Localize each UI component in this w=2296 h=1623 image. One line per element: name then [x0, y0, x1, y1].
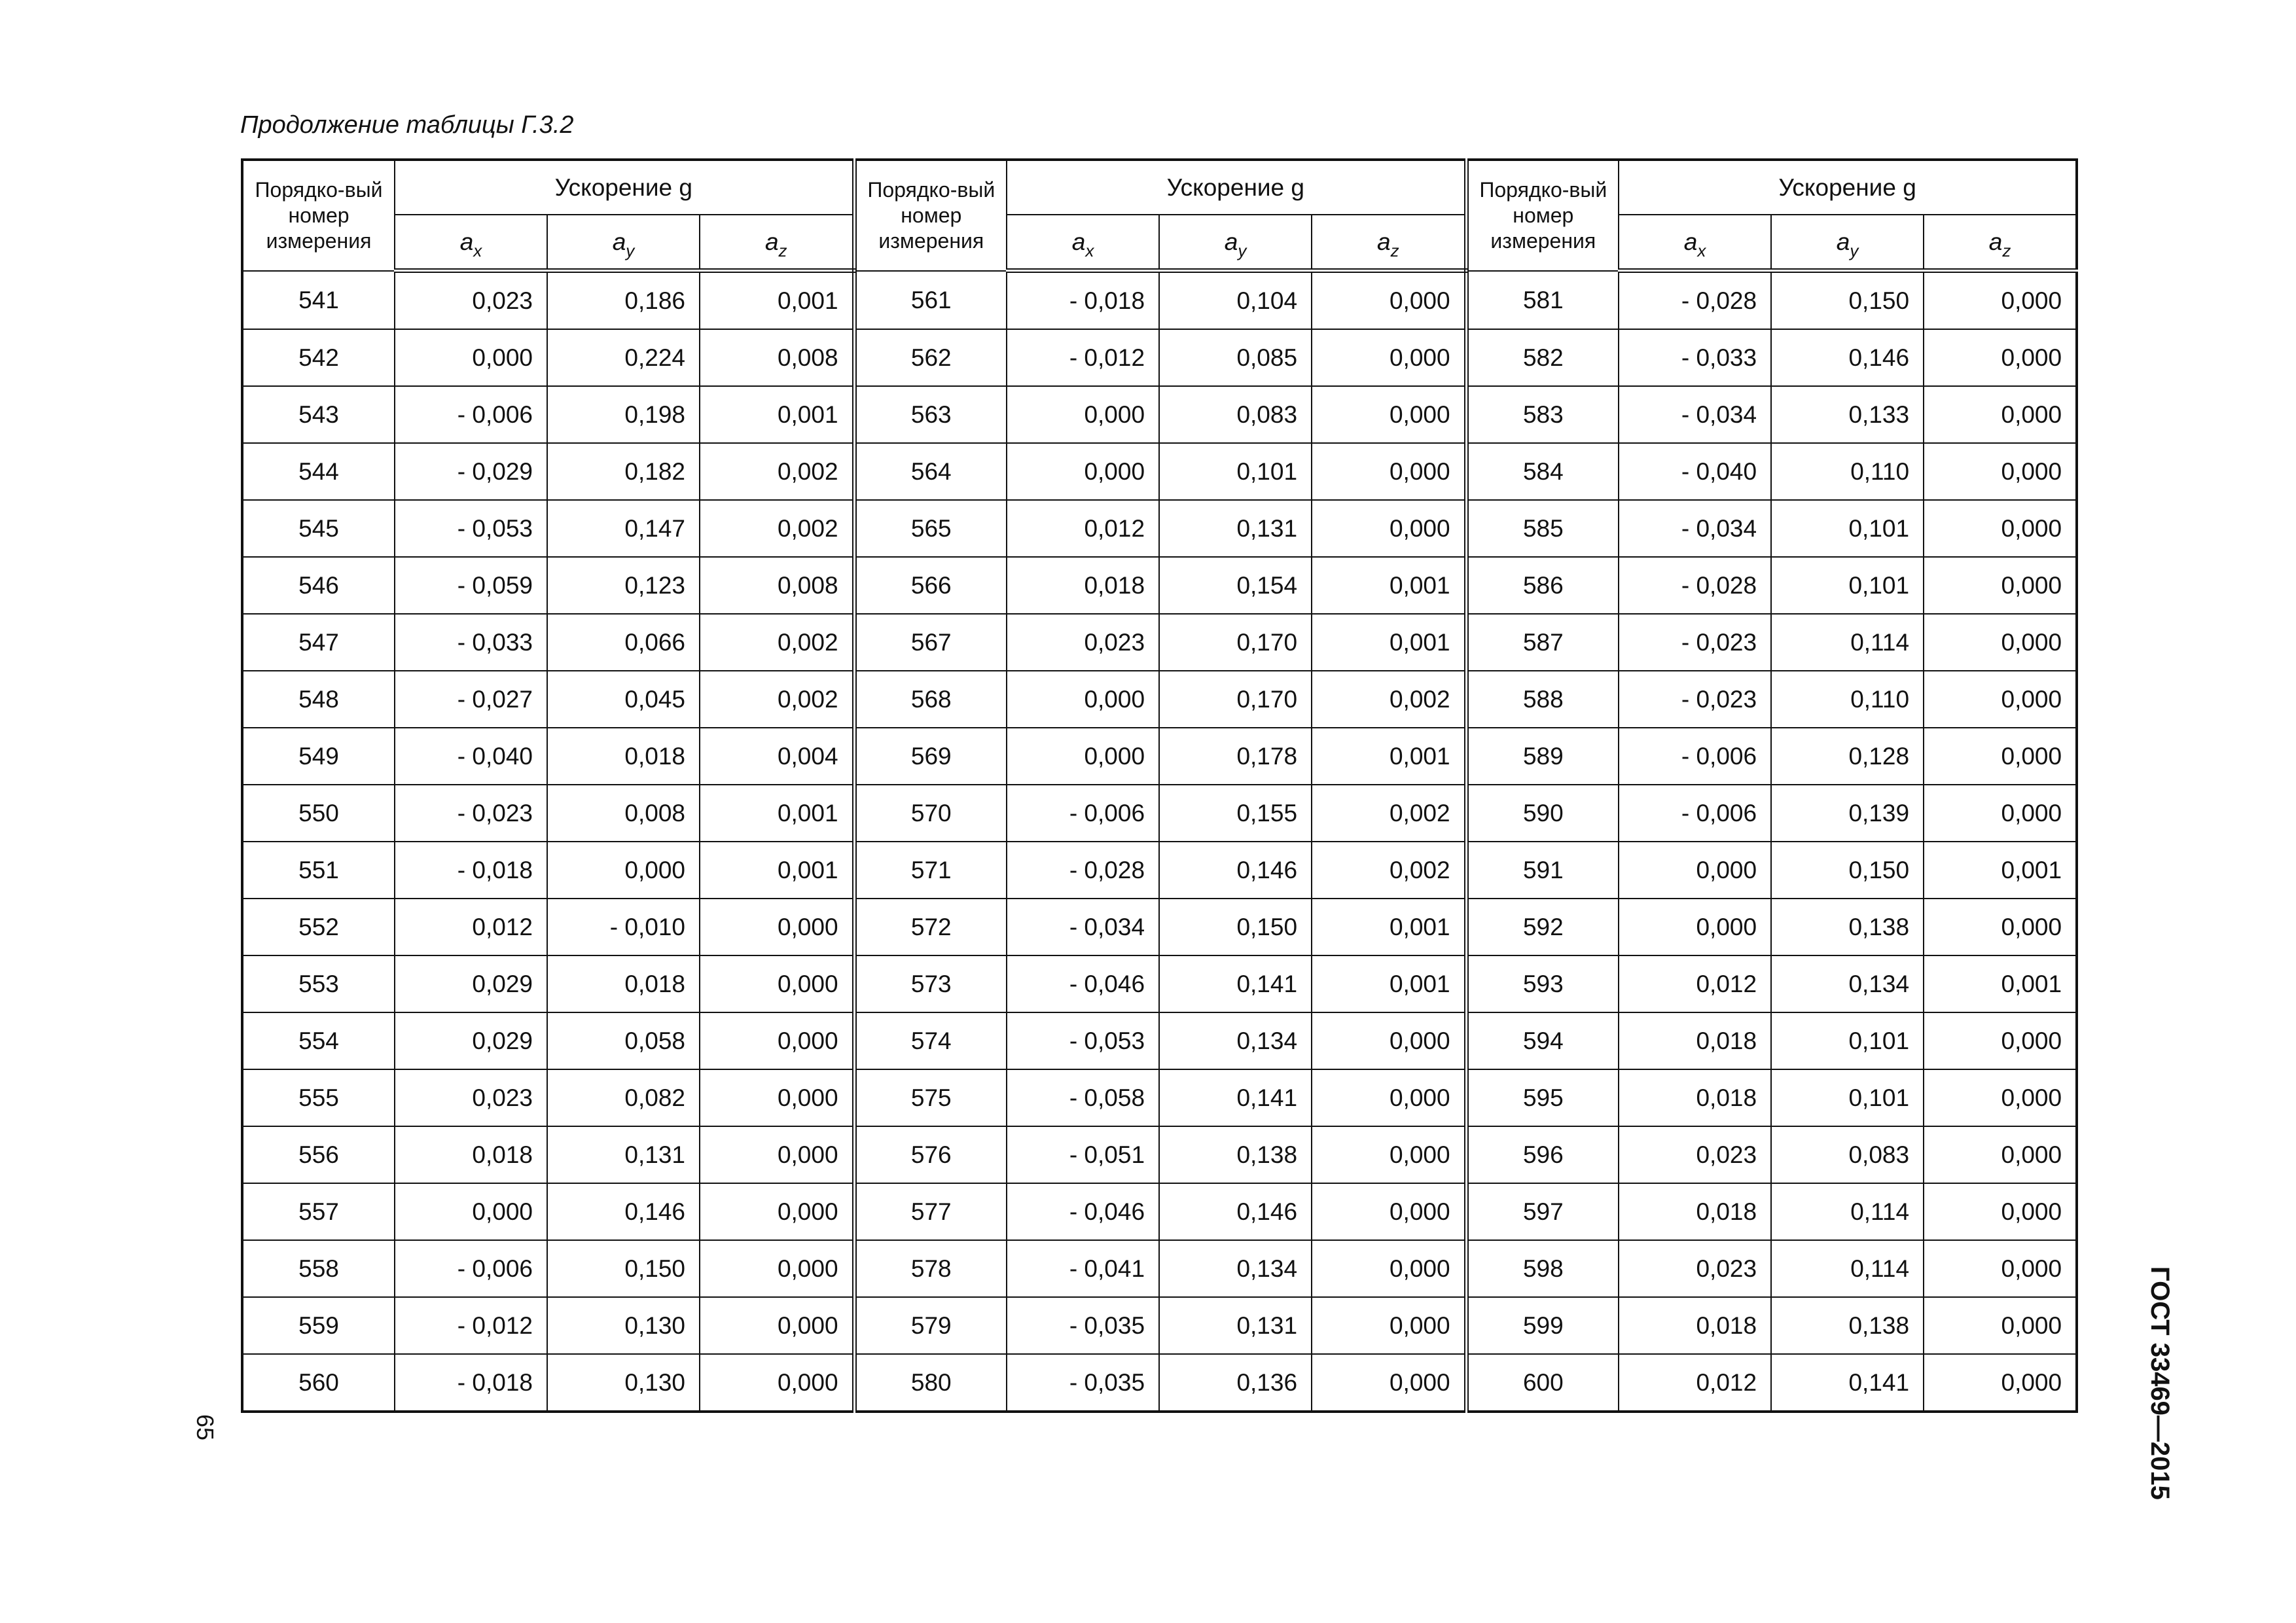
accel-x-cell: 0,000	[1619, 842, 1771, 899]
accel-z-cell: 0,000	[1312, 1354, 1466, 1412]
accel-x-cell: 0,018	[1619, 1069, 1771, 1126]
header-measurement-number: Порядко-вый номер измерения	[1466, 160, 1619, 271]
accel-z-cell: 0,000	[1924, 1012, 2077, 1069]
accel-x-cell: 0,000	[1007, 386, 1159, 443]
accel-z-cell: 0,001	[1924, 955, 2077, 1012]
axis-subscript: y	[1850, 241, 1859, 260]
header-measurement-number: Порядко-вый номер измерения	[854, 160, 1007, 271]
accel-y-cell: 0,101	[1771, 1069, 1924, 1126]
measurement-number-cell: 577	[854, 1183, 1007, 1240]
accel-x-cell: 0,023	[1007, 614, 1159, 671]
accel-z-cell: 0,001	[700, 386, 854, 443]
accel-z-cell: 0,000	[700, 1183, 854, 1240]
accel-x-cell: 0,000	[1619, 899, 1771, 955]
accel-x-cell: - 0,012	[395, 1297, 547, 1354]
accel-x-cell: 0,000	[1007, 671, 1159, 728]
measurement-number-cell: 598	[1466, 1240, 1619, 1297]
measurement-number-cell: 567	[854, 614, 1007, 671]
axis-symbol: a	[1683, 228, 1698, 255]
accel-y-cell: 0,150	[1771, 842, 1924, 899]
accel-z-cell: 0,000	[1924, 1183, 2077, 1240]
accel-x-cell: - 0,028	[1619, 557, 1771, 614]
header-axis-z	[1312, 215, 1466, 271]
header-axis-y	[1771, 215, 1924, 271]
accel-y-cell: 0,133	[1771, 386, 1924, 443]
accel-y-cell: 0,018	[547, 955, 700, 1012]
accel-z-cell: 0,000	[1924, 1240, 2077, 1297]
measurement-number-cell: 559	[242, 1297, 395, 1354]
accel-z-cell: 0,000	[700, 1240, 854, 1297]
accel-y-cell: 0,082	[547, 1069, 700, 1126]
accel-y-cell: 0,138	[1771, 1297, 1924, 1354]
measurement-number-cell: 578	[854, 1240, 1007, 1297]
axis-symbol: a	[1836, 228, 1850, 255]
measurement-number-cell: 599	[1466, 1297, 1619, 1354]
table-row	[242, 955, 2077, 1012]
accel-x-cell: - 0,046	[1007, 955, 1159, 1012]
axis-symbol: a	[1988, 228, 2003, 255]
measurement-number-cell: 582	[1466, 329, 1619, 386]
accel-y-cell: 0,131	[1159, 1297, 1312, 1354]
measurement-number-cell: 546	[242, 557, 395, 614]
measurement-number-cell: 569	[854, 728, 1007, 785]
accel-y-cell: 0,114	[1771, 1183, 1924, 1240]
accel-y-cell: 0,008	[547, 785, 700, 842]
accel-z-cell: 0,001	[1312, 557, 1466, 614]
axis-subscript: y	[626, 241, 635, 260]
measurement-number-cell: 592	[1466, 899, 1619, 955]
accel-z-cell: 0,000	[1924, 557, 2077, 614]
accel-y-cell: 0,150	[547, 1240, 700, 1297]
accel-y-cell: 0,186	[547, 271, 700, 330]
accel-y-cell: 0,128	[1771, 728, 1924, 785]
accel-x-cell: - 0,040	[395, 728, 547, 785]
table-row	[242, 614, 2077, 671]
accel-z-cell: 0,002	[1312, 842, 1466, 899]
accel-x-cell: - 0,006	[1619, 728, 1771, 785]
accel-z-cell: 0,000	[1312, 1297, 1466, 1354]
measurement-number-cell: 552	[242, 899, 395, 955]
accel-z-cell: 0,001	[1312, 728, 1466, 785]
accel-z-cell: 0,001	[700, 842, 854, 899]
accel-z-cell: 0,000	[1924, 1354, 2077, 1412]
accel-x-cell: 0,018	[395, 1126, 547, 1183]
accel-z-cell: 0,008	[700, 557, 854, 614]
accel-z-cell: 0,000	[1312, 500, 1466, 557]
measurement-number-cell: 548	[242, 671, 395, 728]
table-row	[242, 500, 2077, 557]
accel-z-cell: 0,000	[1924, 899, 2077, 955]
axis-subscript: z	[778, 241, 787, 260]
page-number: 65	[192, 1414, 219, 1441]
accel-x-cell: - 0,027	[395, 671, 547, 728]
accel-y-cell: 0,018	[547, 728, 700, 785]
accel-z-cell: 0,000	[700, 899, 854, 955]
accel-y-cell: 0,146	[547, 1183, 700, 1240]
accel-x-cell: - 0,018	[395, 842, 547, 899]
accel-z-cell: 0,000	[1924, 443, 2077, 500]
accel-y-cell: 0,182	[547, 443, 700, 500]
accel-y-cell: 0,155	[1159, 785, 1312, 842]
accel-x-cell: 0,029	[395, 955, 547, 1012]
accel-x-cell: - 0,059	[395, 557, 547, 614]
measurement-number-cell: 544	[242, 443, 395, 500]
accel-y-cell: 0,101	[1771, 557, 1924, 614]
measurement-number-cell: 541	[242, 271, 395, 330]
measurement-number-cell: 553	[242, 955, 395, 1012]
measurement-number-cell: 572	[854, 899, 1007, 955]
accel-y-cell: 0,058	[547, 1012, 700, 1069]
accel-x-cell: 0,000	[1007, 728, 1159, 785]
accel-y-cell: 0,101	[1771, 500, 1924, 557]
accel-y-cell: 0,083	[1159, 386, 1312, 443]
accel-x-cell: 0,018	[1619, 1297, 1771, 1354]
accel-y-cell: 0,134	[1159, 1240, 1312, 1297]
accel-z-cell: 0,001	[1312, 899, 1466, 955]
accel-x-cell: - 0,040	[1619, 443, 1771, 500]
accel-y-cell: 0,178	[1159, 728, 1312, 785]
accel-z-cell: 0,000	[1312, 1183, 1466, 1240]
accel-x-cell: - 0,034	[1619, 500, 1771, 557]
measurement-number-cell: 566	[854, 557, 1007, 614]
accel-x-cell: - 0,058	[1007, 1069, 1159, 1126]
table-row	[242, 1183, 2077, 1240]
measurement-number-cell: 597	[1466, 1183, 1619, 1240]
accel-y-cell: 0,198	[547, 386, 700, 443]
table-row	[242, 386, 2077, 443]
measurement-number-cell: 558	[242, 1240, 395, 1297]
accel-y-cell: 0,139	[1771, 785, 1924, 842]
accel-x-cell: 0,018	[1007, 557, 1159, 614]
axis-symbol: a	[612, 228, 626, 255]
measurement-number-cell: 564	[854, 443, 1007, 500]
accel-z-cell: 0,001	[1924, 842, 2077, 899]
measurement-number-cell: 550	[242, 785, 395, 842]
accel-z-cell: 0,000	[1312, 329, 1466, 386]
accel-x-cell: - 0,029	[395, 443, 547, 500]
accel-y-cell: 0,131	[547, 1126, 700, 1183]
accel-z-cell: 0,000	[1924, 329, 2077, 386]
accel-y-cell: 0,141	[1771, 1354, 1924, 1412]
accel-y-cell: 0,134	[1771, 955, 1924, 1012]
table-row	[242, 1069, 2077, 1126]
accel-z-cell: 0,000	[1312, 1240, 1466, 1297]
measurement-number-cell: 554	[242, 1012, 395, 1069]
header-measurement-number: Порядко-вый номер измерения	[242, 160, 395, 271]
accel-x-cell: 0,023	[1619, 1240, 1771, 1297]
accel-x-cell: 0,023	[395, 271, 547, 330]
accel-z-cell: 0,002	[700, 614, 854, 671]
accel-z-cell: 0,000	[1924, 1297, 2077, 1354]
header-axis-x	[1619, 215, 1771, 271]
accel-x-cell: - 0,023	[395, 785, 547, 842]
accel-y-cell: 0,147	[547, 500, 700, 557]
accel-x-cell: 0,012	[1619, 955, 1771, 1012]
accel-z-cell: 0,002	[1312, 671, 1466, 728]
accel-z-cell: 0,004	[700, 728, 854, 785]
header-axis-z	[700, 215, 854, 271]
measurement-number-cell: 593	[1466, 955, 1619, 1012]
accel-x-cell: - 0,053	[395, 500, 547, 557]
measurement-number-cell: 575	[854, 1069, 1007, 1126]
accel-x-cell: - 0,028	[1619, 271, 1771, 330]
accel-y-cell: 0,114	[1771, 1240, 1924, 1297]
accel-y-cell: 0,131	[1159, 500, 1312, 557]
header-axis-x	[395, 215, 547, 271]
accel-x-cell: - 0,023	[1619, 671, 1771, 728]
accel-z-cell: 0,000	[700, 1012, 854, 1069]
accel-x-cell: - 0,033	[395, 614, 547, 671]
table-row	[242, 1126, 2077, 1183]
accel-x-cell: 0,000	[395, 329, 547, 386]
measurement-number-cell: 600	[1466, 1354, 1619, 1412]
accel-x-cell: - 0,035	[1007, 1354, 1159, 1412]
measurement-number-cell: 591	[1466, 842, 1619, 899]
measurement-number-cell: 571	[854, 842, 1007, 899]
accel-z-cell: 0,002	[1312, 785, 1466, 842]
accel-x-cell: - 0,041	[1007, 1240, 1159, 1297]
accel-x-cell: 0,000	[395, 1183, 547, 1240]
axis-subscript: y	[1238, 241, 1247, 260]
measurement-number-cell: 583	[1466, 386, 1619, 443]
measurement-number-cell: 542	[242, 329, 395, 386]
accel-x-cell: 0,000	[1007, 443, 1159, 500]
accel-z-cell: 0,000	[1924, 1069, 2077, 1126]
measurement-number-cell: 596	[1466, 1126, 1619, 1183]
measurement-number-cell: 557	[242, 1183, 395, 1240]
measurement-number-cell: 556	[242, 1126, 395, 1183]
accel-y-cell: 0,146	[1159, 842, 1312, 899]
measurement-number-cell: 580	[854, 1354, 1007, 1412]
table-row	[242, 443, 2077, 500]
axis-symbol: a	[1071, 228, 1086, 255]
accel-x-cell: - 0,046	[1007, 1183, 1159, 1240]
accel-y-cell: 0,104	[1159, 271, 1312, 330]
accel-z-cell: 0,002	[700, 443, 854, 500]
axis-symbol: a	[459, 228, 474, 255]
accel-y-cell: 0,045	[547, 671, 700, 728]
accel-y-cell: 0,136	[1159, 1354, 1312, 1412]
accel-z-cell: 0,000	[1924, 500, 2077, 557]
accel-x-cell: - 0,006	[1619, 785, 1771, 842]
accel-y-cell: 0,170	[1159, 614, 1312, 671]
accel-x-cell: 0,023	[1619, 1126, 1771, 1183]
accel-y-cell: 0,110	[1771, 443, 1924, 500]
header-axis-y	[1159, 215, 1312, 271]
table-row	[242, 899, 2077, 955]
table-row	[242, 1297, 2077, 1354]
accel-y-cell: 0,224	[547, 329, 700, 386]
accel-y-cell: 0,150	[1771, 271, 1924, 330]
measurement-number-cell: 587	[1466, 614, 1619, 671]
header-axis-z	[1924, 215, 2077, 271]
measurement-number-cell: 590	[1466, 785, 1619, 842]
accel-y-cell: 0,130	[547, 1354, 700, 1412]
axis-subscript: x	[473, 241, 482, 260]
accel-x-cell: - 0,033	[1619, 329, 1771, 386]
measurement-number-cell: 585	[1466, 500, 1619, 557]
table-row	[242, 557, 2077, 614]
accel-y-cell: 0,114	[1771, 614, 1924, 671]
accel-x-cell: - 0,006	[395, 386, 547, 443]
measurement-number-cell: 594	[1466, 1012, 1619, 1069]
accel-y-cell: 0,130	[547, 1297, 700, 1354]
measurement-number-cell: 547	[242, 614, 395, 671]
accel-x-cell: - 0,018	[1007, 271, 1159, 330]
measurement-number-cell: 562	[854, 329, 1007, 386]
axis-subscript: z	[2002, 241, 2011, 260]
accel-z-cell: 0,000	[1924, 728, 2077, 785]
measurement-number-cell: 570	[854, 785, 1007, 842]
measurement-number-cell: 574	[854, 1012, 1007, 1069]
table-row	[242, 1354, 2077, 1412]
accel-y-cell: 0,170	[1159, 671, 1312, 728]
measurement-number-cell: 584	[1466, 443, 1619, 500]
accel-x-cell: - 0,028	[1007, 842, 1159, 899]
accel-z-cell: 0,000	[1924, 614, 2077, 671]
accel-z-cell: 0,000	[1312, 443, 1466, 500]
table-row	[242, 1240, 2077, 1297]
measurement-number-cell: 565	[854, 500, 1007, 557]
accel-y-cell: 0,000	[547, 842, 700, 899]
accel-x-cell: - 0,006	[1007, 785, 1159, 842]
table-row	[242, 329, 2077, 386]
measurement-number-cell: 579	[854, 1297, 1007, 1354]
measurement-number-cell: 589	[1466, 728, 1619, 785]
accel-x-cell: - 0,006	[395, 1240, 547, 1297]
accel-z-cell: 0,000	[1924, 1126, 2077, 1183]
accel-z-cell: 0,001	[1312, 955, 1466, 1012]
accel-x-cell: - 0,053	[1007, 1012, 1159, 1069]
accel-x-cell: 0,012	[1007, 500, 1159, 557]
accel-y-cell: 0,083	[1771, 1126, 1924, 1183]
accel-z-cell: 0,000	[1312, 1126, 1466, 1183]
accel-x-cell: - 0,023	[1619, 614, 1771, 671]
measurement-number-cell: 563	[854, 386, 1007, 443]
accel-x-cell: - 0,018	[395, 1354, 547, 1412]
accel-y-cell: 0,066	[547, 614, 700, 671]
measurement-number-cell: 573	[854, 955, 1007, 1012]
accel-y-cell: 0,150	[1159, 899, 1312, 955]
accel-z-cell: 0,001	[700, 785, 854, 842]
accel-z-cell: 0,000	[1312, 271, 1466, 330]
accel-y-cell: - 0,010	[547, 899, 700, 955]
measurement-number-cell: 560	[242, 1354, 395, 1412]
accel-y-cell: 0,138	[1159, 1126, 1312, 1183]
accel-z-cell: 0,000	[1924, 785, 2077, 842]
accel-z-cell: 0,008	[700, 329, 854, 386]
accel-z-cell: 0,000	[700, 1069, 854, 1126]
table-caption: Продолжение таблицы Г.3.2	[240, 111, 574, 139]
accel-y-cell: 0,085	[1159, 329, 1312, 386]
measurement-number-cell: 549	[242, 728, 395, 785]
accel-z-cell: 0,000	[1312, 1012, 1466, 1069]
axis-subscript: x	[1697, 241, 1706, 260]
measurement-number-cell: 595	[1466, 1069, 1619, 1126]
accel-z-cell: 0,000	[700, 1297, 854, 1354]
accel-z-cell: 0,000	[1924, 671, 2077, 728]
measurement-number-cell: 561	[854, 271, 1007, 330]
measurement-number-cell: 555	[242, 1069, 395, 1126]
accel-z-cell: 0,000	[1312, 386, 1466, 443]
measurement-number-cell: 551	[242, 842, 395, 899]
header-acceleration: Ускорение g	[395, 160, 854, 215]
accel-y-cell: 0,141	[1159, 1069, 1312, 1126]
header-axis-y	[547, 215, 700, 271]
acceleration-table	[241, 158, 2078, 1413]
measurement-number-cell: 586	[1466, 557, 1619, 614]
axis-subscript: z	[1390, 241, 1399, 260]
accel-y-cell: 0,110	[1771, 671, 1924, 728]
measurement-number-cell: 576	[854, 1126, 1007, 1183]
measurement-number-cell: 543	[242, 386, 395, 443]
table-row	[242, 671, 2077, 728]
accel-y-cell: 0,101	[1159, 443, 1312, 500]
axis-symbol: a	[1224, 228, 1238, 255]
accel-z-cell: 0,002	[700, 671, 854, 728]
accel-y-cell: 0,101	[1771, 1012, 1924, 1069]
accel-x-cell: 0,012	[395, 899, 547, 955]
accel-x-cell: 0,023	[395, 1069, 547, 1126]
measurement-number-cell: 581	[1466, 271, 1619, 330]
accel-z-cell: 0,002	[700, 500, 854, 557]
accel-y-cell: 0,146	[1771, 329, 1924, 386]
accel-y-cell: 0,138	[1771, 899, 1924, 955]
accel-x-cell: - 0,012	[1007, 329, 1159, 386]
accel-z-cell: 0,000	[1924, 271, 2077, 330]
accel-x-cell: - 0,034	[1619, 386, 1771, 443]
table-row	[242, 271, 2077, 330]
axis-symbol: a	[764, 228, 779, 255]
accel-x-cell: 0,012	[1619, 1354, 1771, 1412]
header-acceleration: Ускорение g	[1007, 160, 1466, 215]
accel-y-cell: 0,123	[547, 557, 700, 614]
table-row	[242, 842, 2077, 899]
measurement-number-cell: 568	[854, 671, 1007, 728]
measurement-number-cell: 545	[242, 500, 395, 557]
accel-y-cell: 0,146	[1159, 1183, 1312, 1240]
accel-x-cell: - 0,034	[1007, 899, 1159, 955]
table-row	[242, 728, 2077, 785]
accel-y-cell: 0,154	[1159, 557, 1312, 614]
accel-z-cell: 0,000	[1924, 386, 2077, 443]
accel-z-cell: 0,000	[700, 955, 854, 1012]
accel-z-cell: 0,000	[700, 1354, 854, 1412]
accel-x-cell: 0,029	[395, 1012, 547, 1069]
accel-y-cell: 0,134	[1159, 1012, 1312, 1069]
accel-x-cell: - 0,035	[1007, 1297, 1159, 1354]
accel-x-cell: 0,018	[1619, 1183, 1771, 1240]
axis-symbol: a	[1377, 228, 1391, 255]
accel-z-cell: 0,000	[700, 1126, 854, 1183]
accel-x-cell: 0,018	[1619, 1012, 1771, 1069]
axis-subscript: x	[1085, 241, 1094, 260]
header-acceleration: Ускорение g	[1619, 160, 2077, 215]
accel-y-cell: 0,141	[1159, 955, 1312, 1012]
table-row	[242, 785, 2077, 842]
accel-z-cell: 0,001	[1312, 614, 1466, 671]
accel-z-cell: 0,001	[700, 271, 854, 330]
standard-designation: ГОСТ 33469—2015	[2145, 1266, 2174, 1500]
measurement-number-cell: 588	[1466, 671, 1619, 728]
header-axis-x	[1007, 215, 1159, 271]
table-row	[242, 1012, 2077, 1069]
accel-z-cell: 0,000	[1312, 1069, 1466, 1126]
accel-x-cell: - 0,051	[1007, 1126, 1159, 1183]
